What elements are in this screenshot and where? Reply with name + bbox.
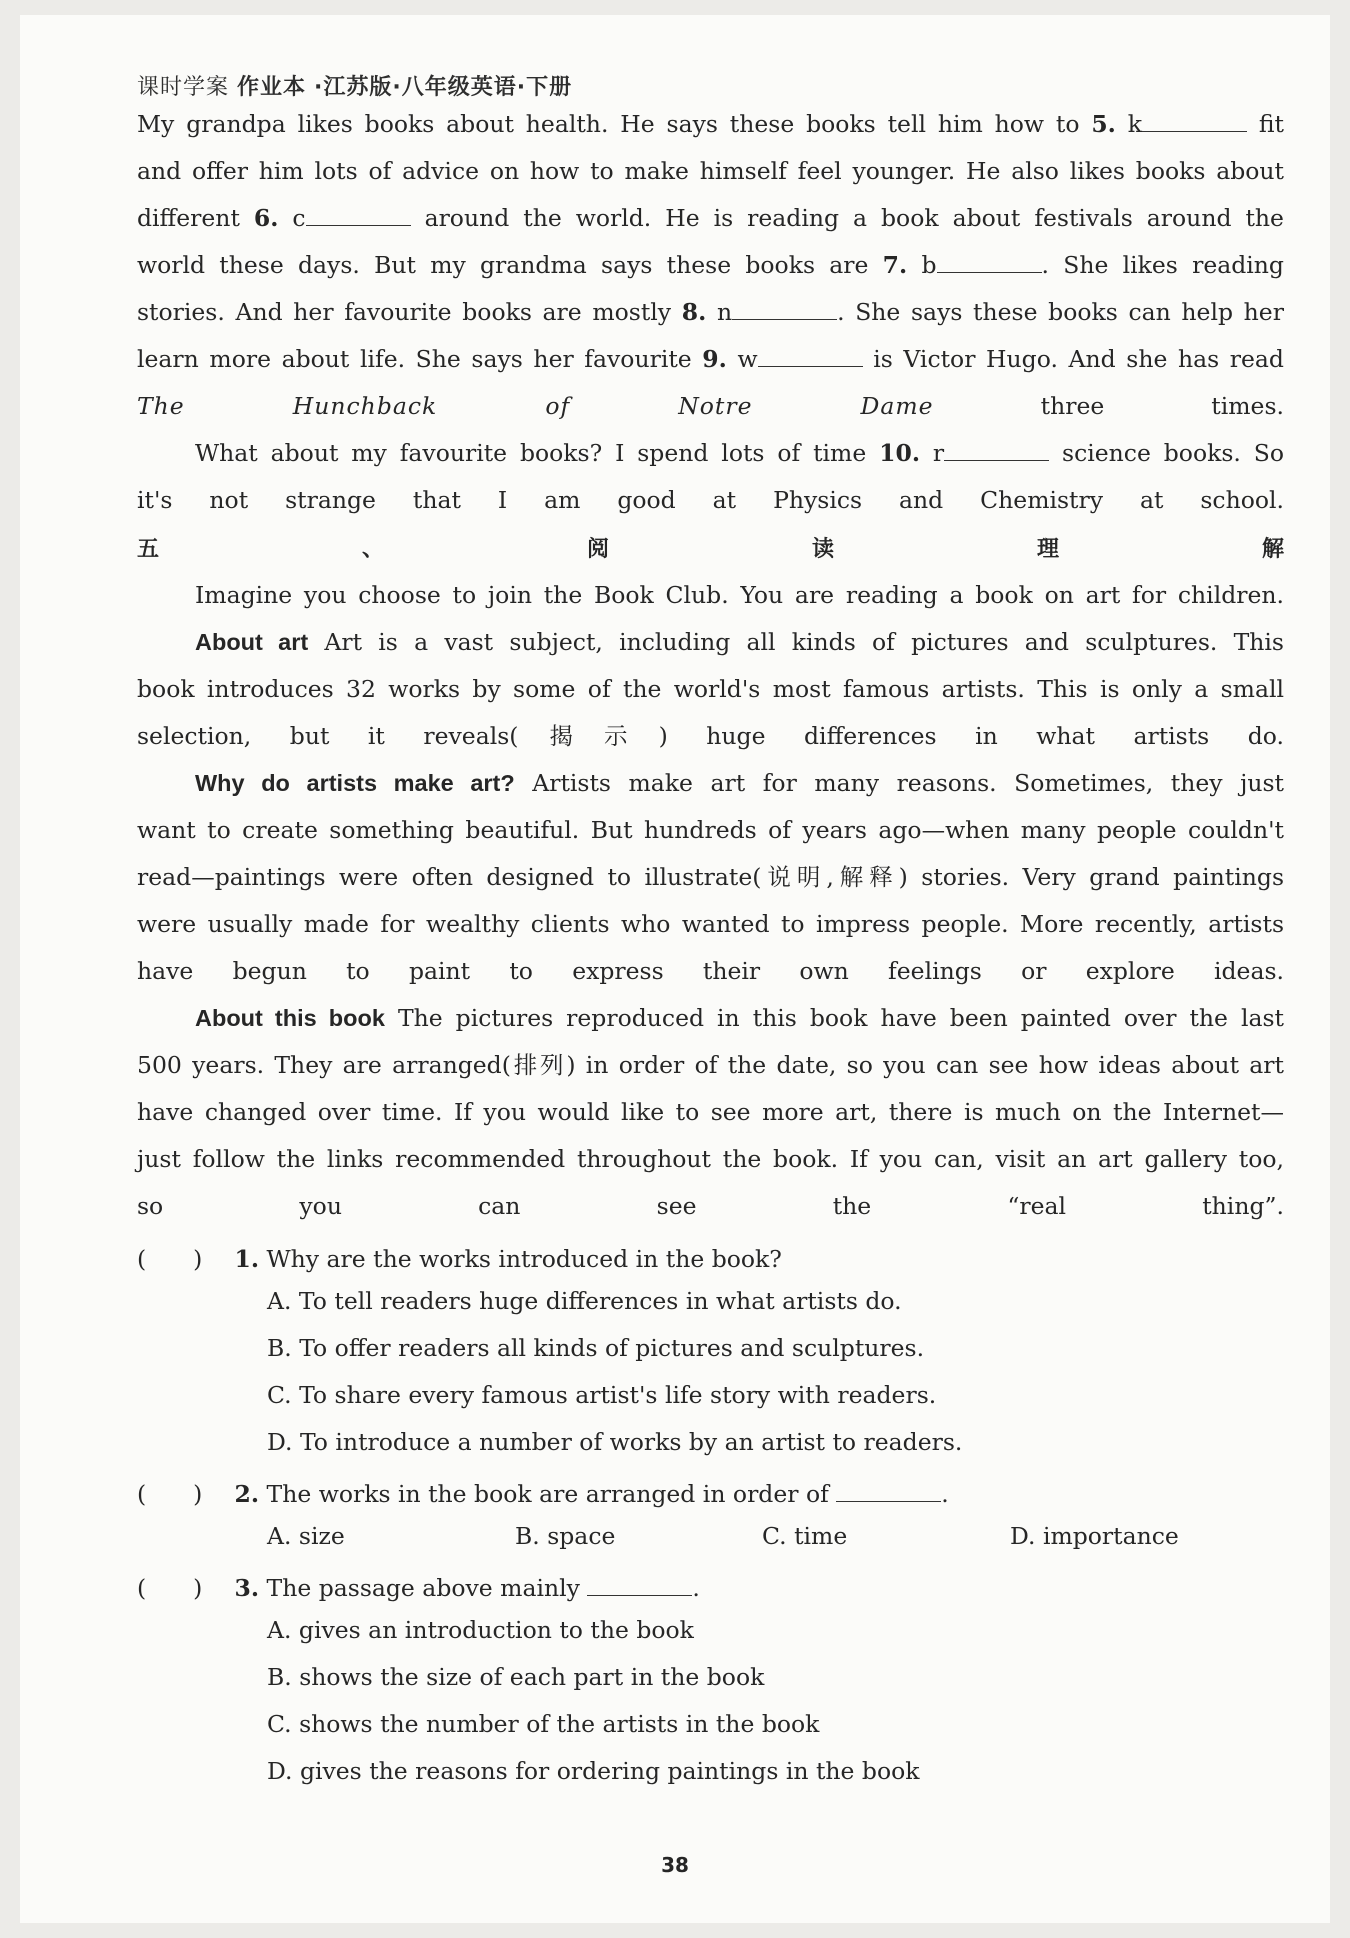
page-header [137, 70, 572, 101]
passage-text: different [137, 204, 240, 232]
question-number: 3. [234, 1574, 260, 1602]
paragraph-heading: About this book [195, 1005, 385, 1031]
reading-line [137, 713, 1284, 761]
reading-text: book introduces 32 works by some of the world's most famous artists. This is only a small [137, 675, 1284, 703]
option-a[interactable]: A. size [267, 1522, 345, 1550]
blank-number: 10. [879, 439, 921, 467]
reading-line [137, 760, 1284, 808]
reading-line [137, 1089, 1284, 1137]
blank-first-letter: n [716, 298, 733, 326]
passage-text: My grandpa likes books about health. He says these books tell him how to [137, 110, 1080, 138]
option-c[interactable]: C. time [762, 1522, 848, 1550]
question-number: 2. [234, 1480, 260, 1508]
header-series: 课时学案 [137, 75, 230, 100]
blank-first-letter: b [921, 251, 937, 279]
option-a[interactable]: A. To tell readers huge differences in what artists do. [267, 1287, 902, 1315]
reading-intro [137, 572, 1284, 620]
passage-line [137, 477, 1284, 525]
question-stem: Why are the works introduced in the book? [266, 1245, 782, 1273]
reading-line [137, 901, 1284, 949]
answer-blank[interactable] [944, 438, 1049, 461]
reading-text: Art is a vast subject, including all kinds of pictures and sculptures. This [324, 628, 1284, 656]
answer-blank[interactable] [732, 297, 837, 320]
answer-blank[interactable] [1142, 109, 1247, 132]
reading-text: just follow the links recommended throughout the book. If you can, visit an art gallery too, [137, 1145, 1284, 1173]
option-b[interactable]: B. To offer readers all kinds of pictures and sculptures. [267, 1334, 925, 1362]
workbook-page [20, 15, 1330, 1923]
reading-line [137, 1136, 1284, 1184]
passage-text: world these days. But my grandma says these books are [137, 251, 869, 279]
reading-line [137, 948, 1284, 996]
blank-first-letter: w [737, 345, 758, 373]
blank-first-letter: k [1127, 110, 1142, 138]
option-d[interactable]: D. gives the reasons for ordering paintings in the book [267, 1757, 920, 1785]
section-title [137, 525, 1284, 574]
passage-line [137, 336, 1284, 384]
question-1 [137, 1240, 782, 1274]
passage-text: What about my favourite books? I spend lots of time [195, 439, 867, 467]
passage-text: learn more about life. She says her favourite [137, 345, 692, 373]
intro-text: Imagine you choose to join the Book Club. You are reading a book on art for children. [195, 581, 1284, 609]
passage-line [137, 383, 1284, 431]
reading-line [137, 666, 1284, 714]
header-edition: ·江苏版·八年级英语·下册 [314, 75, 573, 100]
reading-text: have changed over time. If you would like to see more art, there is much on the Internet— [137, 1098, 1284, 1126]
question-stem: The passage above mainly [266, 1574, 580, 1602]
blank-number: 7. [882, 251, 908, 279]
passage-text: science books. So [1062, 439, 1284, 467]
passage-text: . She likes reading [1041, 251, 1284, 279]
passage-text: around the world. He is reading a book about festivals around the [424, 204, 1284, 232]
question-number: 1. [234, 1245, 260, 1273]
answer-bracket[interactable]: ( ) [137, 1245, 203, 1273]
option-d[interactable]: D. To introduce a number of works by an artist to readers. [267, 1428, 963, 1456]
reading-line [137, 1183, 1284, 1231]
reading-text: read—paintings were often designed to illustrate(说明,解释) stories. Very grand paintings [137, 863, 1284, 891]
passage-line [137, 242, 1284, 290]
page-number: 38 [661, 1853, 689, 1877]
passage-line [137, 195, 1284, 243]
blank-number: 9. [702, 345, 727, 373]
option-b[interactable]: B. space [515, 1522, 616, 1550]
reading-text: so you can see the “real thing”. [137, 1192, 1284, 1220]
reading-line [137, 854, 1284, 902]
book-title: The Hunchback of Notre Dame [137, 392, 934, 420]
answer-bracket[interactable]: ( ) [137, 1574, 203, 1602]
reading-text: Artists make art for many reasons. Sometimes, they just [532, 769, 1284, 797]
header-book: 作业本 [237, 75, 307, 100]
answer-blank[interactable] [306, 203, 411, 226]
passage-line [137, 148, 1284, 196]
reading-text: selection, but it reveals(揭示) huge differences in what artists do. [137, 722, 1284, 750]
reading-text: were usually made for wealthy clients who wanted to impress people. More recently, artists [137, 910, 1284, 938]
passage-text: three times. [1040, 392, 1284, 420]
answer-bracket[interactable]: ( ) [137, 1480, 203, 1508]
option-c[interactable]: C. shows the number of the artists in the book [267, 1710, 820, 1738]
blank-number: 8. [681, 298, 707, 326]
blank-number: 6. [253, 204, 279, 232]
reading-text: 500 years. They are arranged(排列) in order of the date, so you can see how ideas about art [137, 1051, 1284, 1079]
option-c[interactable]: C. To share every famous artist's life story with readers. [267, 1381, 937, 1409]
blank-number: 5. [1091, 110, 1116, 138]
answer-blank[interactable] [836, 1479, 941, 1502]
passage-text: fit [1258, 110, 1284, 138]
option-d[interactable]: D. importance [1010, 1522, 1179, 1550]
question-3: ( ) 3. The passage above mainly . [137, 1569, 700, 1603]
passage-text: and offer him lots of advice on how to make himself feel younger. He also likes books about [137, 157, 1284, 185]
reading-line [137, 807, 1284, 855]
reading-text: want to create something beautiful. But hundreds of years ago—when many people couldn't [137, 816, 1284, 844]
passage-text: . She says these books can help her [837, 298, 1284, 326]
passage-text: is Victor Hugo. And she has read [873, 345, 1284, 373]
blank-first-letter: c [292, 204, 306, 232]
reading-line [137, 1042, 1284, 1090]
section-heading: 五、阅读理解 [137, 537, 1284, 562]
paragraph-heading: Why do artists make art? [195, 770, 515, 796]
answer-blank[interactable] [587, 1573, 692, 1596]
reading-text: have begun to paint to express their own feelings or explore ideas. [137, 957, 1284, 985]
reading-text: The pictures reproduced in this book have been painted over the last [397, 1004, 1284, 1032]
answer-blank[interactable] [758, 344, 863, 367]
passage-line [137, 289, 1284, 337]
blank-first-letter: r [932, 439, 945, 467]
question-2: ( ) 2. The works in the book are arranged in order of . [137, 1475, 949, 1509]
answer-blank[interactable] [937, 250, 1042, 273]
passage-line [137, 101, 1284, 149]
reading-line [137, 619, 1284, 667]
passage-text: it's not strange that I am good at Physics and Chemistry at school. [137, 486, 1284, 514]
passage-line [137, 430, 1284, 478]
reading-line [137, 995, 1284, 1043]
passage-text: stories. And her favourite books are mostly [137, 298, 672, 326]
paragraph-heading: About art [195, 629, 309, 655]
option-b[interactable]: B. shows the size of each part in the book [267, 1663, 765, 1691]
option-a[interactable]: A. gives an introduction to the book [267, 1616, 694, 1644]
question-stem: The works in the book are arranged in order of [266, 1480, 829, 1508]
